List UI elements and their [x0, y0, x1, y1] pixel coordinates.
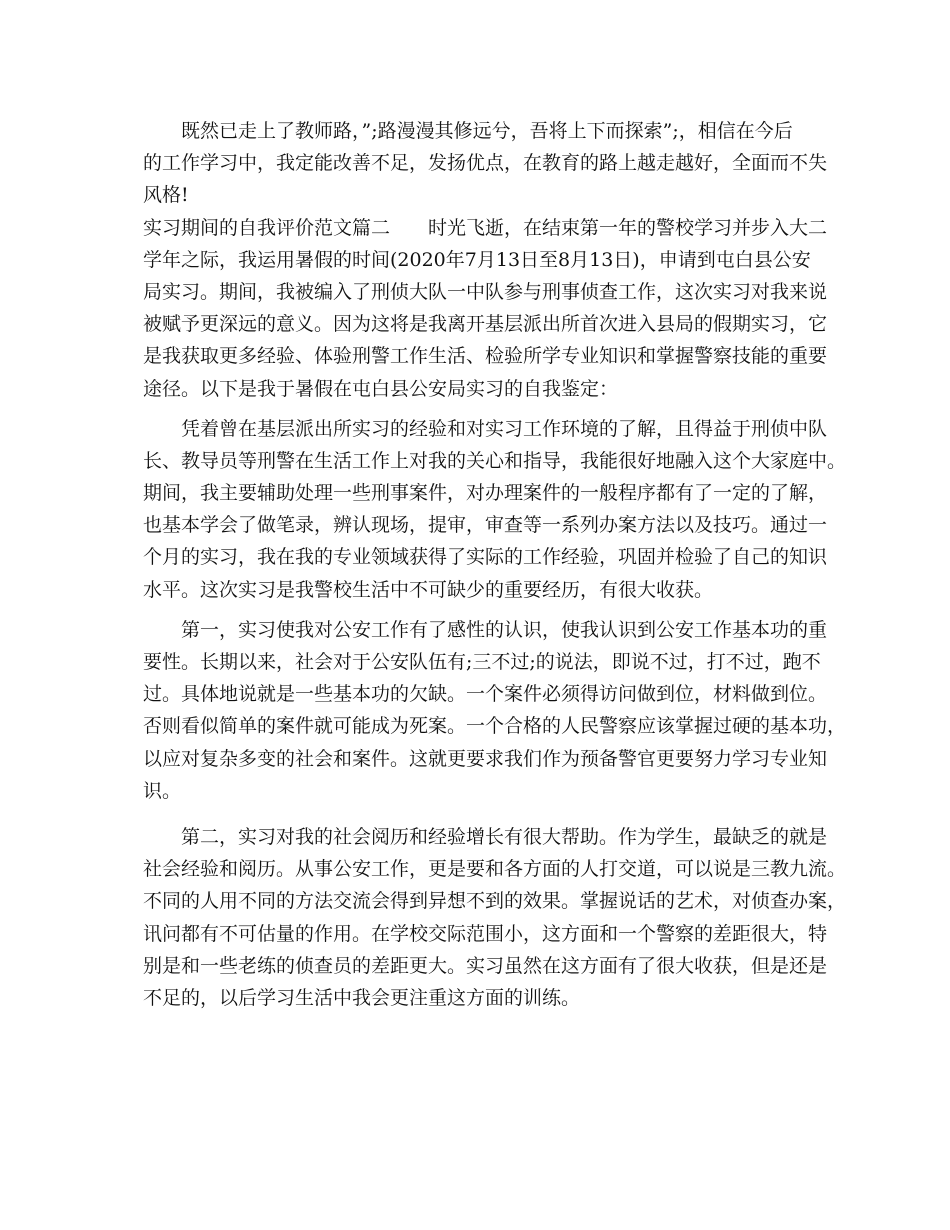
- text-line: 也基本学会了做笔录，辨认现场，提审，审查等一系列办案方法以及技巧。通过一: [143, 514, 828, 537]
- text-line: 不足的，以后学习生活中我会更注重这方面的训练。: [143, 986, 581, 1009]
- text-line: 学年之际，我运用暑假的时间(2020年7月13日至8月13日)，申请到屯白县公安: [143, 248, 811, 271]
- paragraph-experience: [143, 413, 847, 606]
- text-line: 被赋予更深远的意义。因为这将是我离开基层派出所首次进入县局的假期实习，它: [143, 313, 828, 336]
- text-line: 水平。这次实习是我警校生活中不可缺少的重要经历，有很大收获。: [143, 578, 714, 601]
- text-line: 途径。以下是我于暑假在屯白县公安局实习的自我鉴定：: [143, 377, 619, 400]
- text-line: 社会经验和阅历。从事公安工作，更是要和各方面的人打交道，可以说是三教九流。: [143, 858, 847, 881]
- text-line: 局实习。期间，我被编入了刑侦大队一中队参与刑事侦查工作，这次实习对我来说: [143, 280, 828, 303]
- text-line: 别是和一些老练的侦查员的差距更大。实习虽然在这方面有了很大收获，但是还是: [143, 954, 828, 977]
- text-line: 第二，实习对我的社会阅历和经验增长有很大帮助。作为学生，最缺乏的就是: [181, 825, 828, 848]
- paragraph-second-point: [143, 821, 847, 1014]
- text-line: 个月的实习，我在我的专业领域获得了实际的工作经验，巩固并检验了自己的知识: [143, 546, 828, 569]
- text-line: 长、教导员等刑警在生活工作上对我的关心和指导，我能很好地融入这个大家庭中。: [143, 449, 847, 472]
- text-line: 以应对复杂多变的社会和案件。这就更要求我们作为预备警官更要努力学习专业知: [143, 747, 828, 770]
- text-line: 要性。长期以来，社会对于公安队伍有;三不过;的说法，即说不过，打不过，跑不: [143, 651, 821, 673]
- text-line: 不同的人用不同的方法交流会得到异想不到的效果。掌握说话的艺术，对侦查办案，: [143, 890, 847, 913]
- document-body: [143, 115, 847, 1014]
- text-line: 识。: [143, 779, 182, 802]
- text-line: 凭着曾在基层派出所实习的经验和对实习工作环境的了解，且得益于刑侦中队: [181, 417, 828, 440]
- paragraph-closing: [143, 115, 828, 212]
- text-line: 否则看似简单的案件就可能成为死案。一个合格的人民警察应该掌握过硬的基本功，: [143, 715, 847, 738]
- paragraph-section-heading: [143, 212, 828, 405]
- text-line: 讯问都有不可估量的作用。在学校交际范围小，这方面和一个警察的差距很大，特: [143, 922, 828, 945]
- text-line: 的工作学习中，我定能改善不足，发扬优点，在教育的路上越走越好，全面而不失: [143, 152, 828, 175]
- text-line: 过。具体地说就是一些基本功的欠缺。一个案件必须得访问做到位，材料做到位。: [143, 683, 828, 706]
- text-line: 风格!: [143, 184, 189, 207]
- text-line: 第一，实习使我对公安工作有了感性的认识，使我认识到公安工作基本功的重: [181, 618, 828, 641]
- text-line: 既然已走上了教师路，”;路漫漫其修远兮，吾将上下而探索”;，相信在今后: [181, 120, 793, 142]
- text-line: 是我获取更多经验、体验刑警工作生活、检验所学专业知识和掌握警察技能的重要: [143, 345, 828, 368]
- text-line: 期间，我主要辅助处理一些刑事案件，对办理案件的一般程序都有了一定的了解，: [143, 482, 828, 505]
- text-line: 实习期间的自我评价范文篇二 时光飞逝，在结束第一年的警校学习并步入大二: [143, 216, 828, 239]
- paragraph-first-point: [143, 614, 847, 807]
